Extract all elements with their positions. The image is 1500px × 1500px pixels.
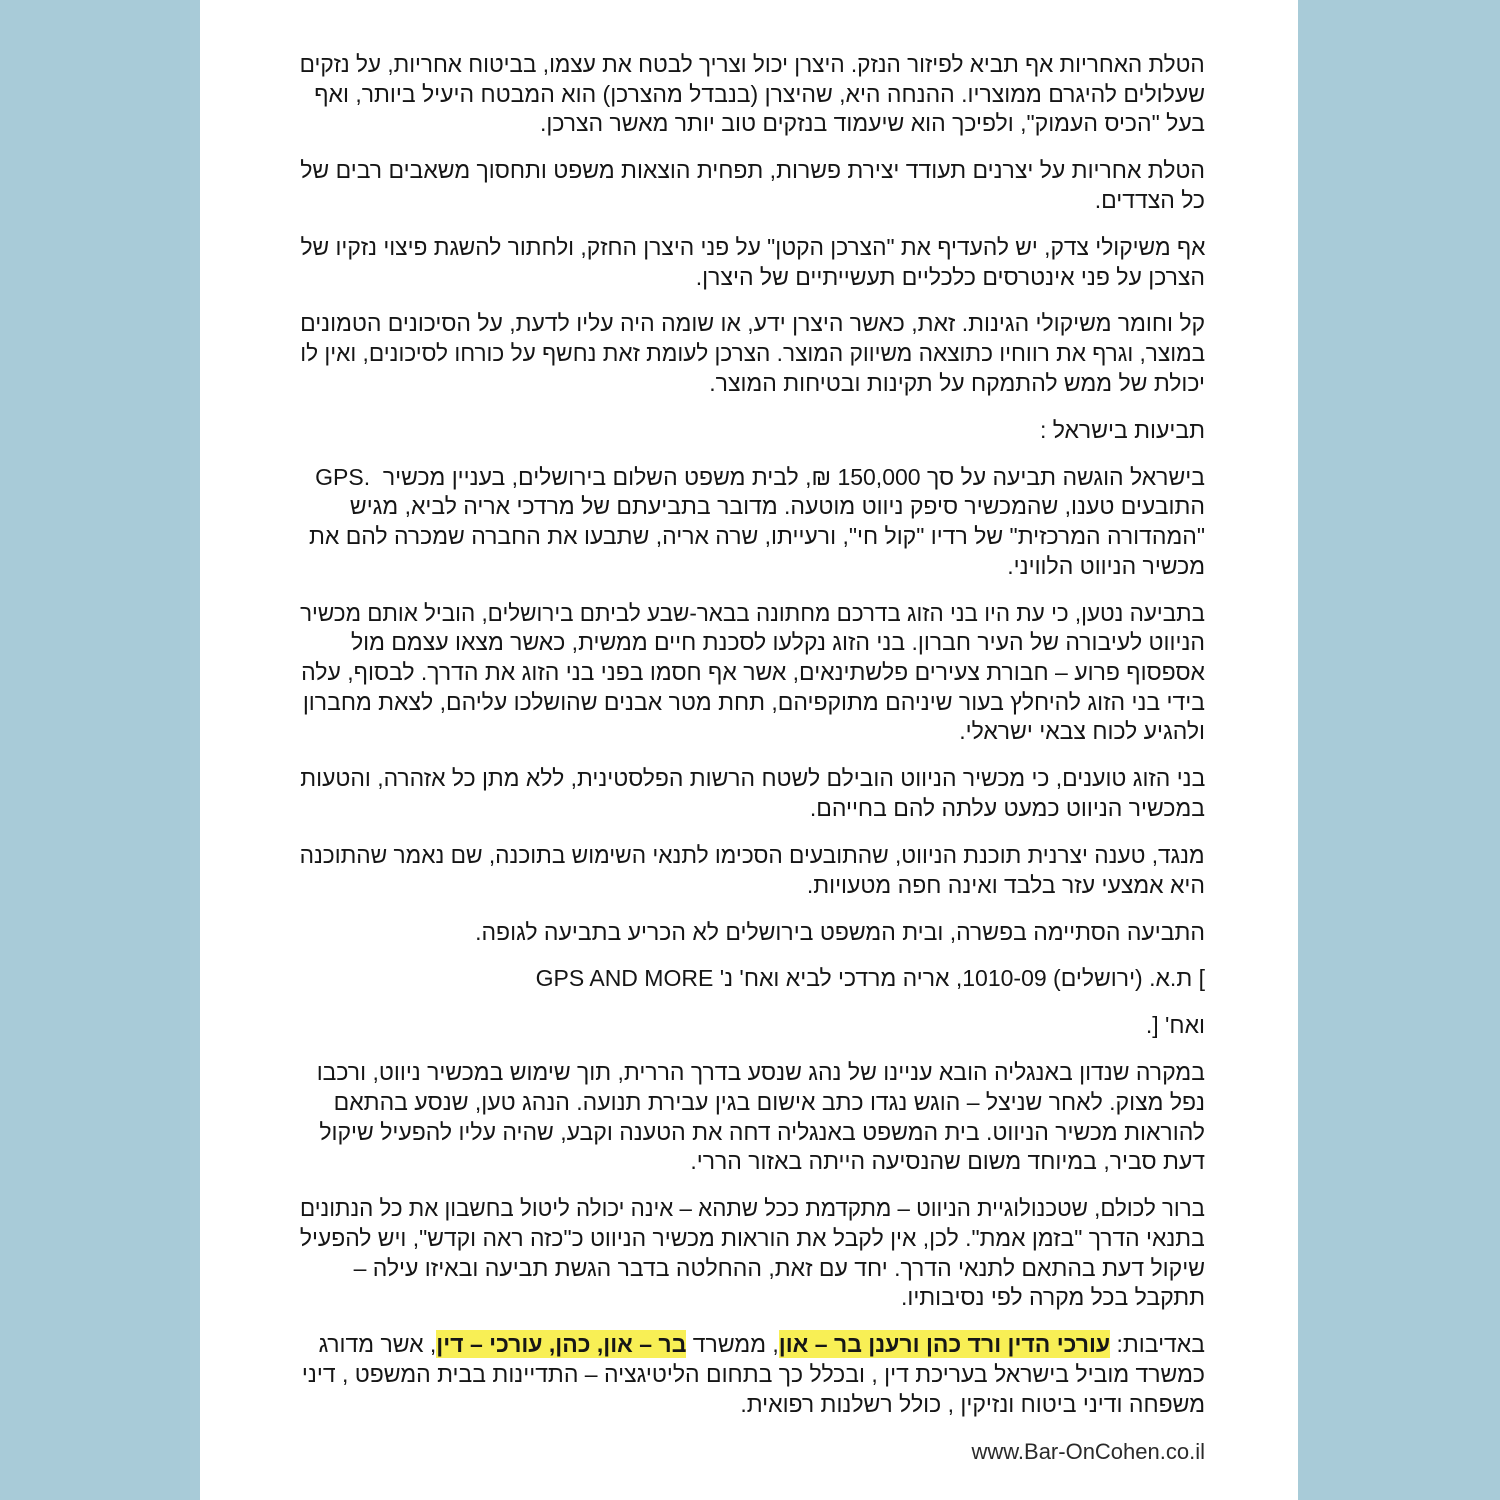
text-line: במקרה שנדון באנגליה הובא עניינו של נהג שנסע בדרך הררית, תוך שימוש במכשיר ניווט, ורכבו [316,1059,1205,1086]
paragraph [300,764,1205,823]
text-line: ברור לכולם, שטכנולוגיית הניווט – מתקדמת ככל שתהא – אינה יכולה ליטול בחשבון את כל הנתונים [300,1195,1205,1222]
section-heading [300,416,1205,446]
paragraph [300,1058,1205,1177]
text-line: הניווט לעיבורה של העיר חברון. בני הזוג נקלעו לסכנת חיים ממשית, כאשר מצאו עצמם מול [350,629,1205,656]
credit-middle: , ממשרד [686,1331,779,1358]
credit-suffix: , אשר מדורג [318,1331,437,1358]
text-line: כמשרד מוביל בישראל בעריכת דין , ובכלל כך בתחום הליטיגציה – התדיינות בבית המשפט , דיני [301,1360,1205,1387]
paragraph [300,918,1205,948]
text-line: התביעה הסתיימה בפשרה, ובית המשפט בירושלים לא הכריע בתביעה לגופה. [475,918,1205,945]
text-line: מנגד, טענה יצרנית תוכנת הניווט, שהתובעים הסכימו לתנאי השימוש בתוכנה, שם נאמר שהתוכנה [300,841,1205,868]
text-line: דעת סביר, במיוחד משום שהנסיעה הייתה באזור הררי. [690,1148,1205,1175]
paragraph [300,599,1205,748]
credit-line [319,1330,1205,1360]
text-line: בתביעה נטען, כי עת היו בני הזוג בדרכם מחתונה בבאר-שבע לביתם בירושלים, הוביל אותם מכשיר [300,599,1205,626]
case-citation [300,964,1205,994]
highlighted-attorney-names: עורכי הדין ורד כהן ורענן בר – און [778,1331,1111,1358]
text-line: אספסוף פרוע – חבורת צעירים פלשתינאים, אשר אף חסמו בפני בני הזוג את הדרך. לבסוף, עלה [301,659,1205,686]
text-line: תתקבל בכל מקרה לפי נסיבותיו. [900,1284,1205,1311]
paragraph [300,463,1205,582]
text-line: נפל מצוק. לאחר שניצל – הוגש נגדו כתב אישום בגין עבירת תנועה. הנהג טען, שנסע בהתאם [333,1088,1205,1115]
paragraph [300,841,1205,900]
highlighted-firm-name: בר – און, כהן, עורכי – דין [436,1331,687,1358]
text-line: הטלת האחריות אף תביא לפיזור הנזק. היצרן יכול וצריך לבטח את עצמו, בביטוח אחריות, על נזקים [300,51,1205,77]
paragraph [300,309,1205,398]
text-line: שעלולים להיגרם ממוצריו. ההנחה היא, שהיצרן (בנבדל מהצרכן) הוא המבטח היעיל ביותר, ואף [314,80,1205,107]
text-line: הטלת אחריות על יצרנים תעודד יצירת פשרות, תפחית הוצאות משפט ותחסוך משאבים רבים של [300,157,1205,184]
credit-paragraph [300,1330,1205,1419]
text-line: ואח' [. [1145,1012,1205,1039]
text-line: אף משיקולי צדק, יש להעדיף את "הצרכן הקטן" על פני היצרן החזק, ולחתור להשגת פיצוי נזקיו של [300,233,1205,260]
text-line: כל הצדדים. [1094,187,1205,213]
text-line: משפחה ודיני ביטוח ונזיקין , כולל רשלנות רפואית. [740,1390,1205,1417]
credit-prefix: באדיבות: [1110,1331,1205,1358]
website-url: www.Bar-OnCohen.co.il [971,1438,1205,1464]
text-line: במכשיר הניווט כמעט עלתה להם בחייהם. [809,795,1205,822]
text-line: ] ת.א. (ירושלים) 1010-09, אריה מרדכי לביא ואח' נ' GPS AND MORE [535,965,1205,992]
text-line: במוצר, וגרף את רווחיו כתוצאה משיווק המוצר. הצרכן לעומת זאת נחשף על כורחו לסיכונים, ואין לו [300,340,1205,367]
text-line: בתנאי הדרך "בזמן אמת". לכן, אין לקבל את הוראות מכשיר הניווט כ"כזה ראה וקדש", ויש להפעיל [300,1224,1205,1251]
text-line: בני הזוג טוענים, כי מכשיר הניווט הובילם לשטח הרשות הפלסטינית, ללא מתן כל אזהרה, והטעות [300,765,1205,792]
text-line: מכשיר הניווט הלוויני. [1007,552,1205,579]
text-line: שיקול דעת בהתאם לתנאי הדרך. יחד עם זאת, ההחלטה בדבר הגשת תביעה ובאיזו עילה – [353,1254,1205,1281]
text-line: ולהגיע לכוח צבאי ישראלי. [959,718,1205,745]
section-heading-text: תביעות בישראל : [1039,416,1205,443]
paragraph [300,1194,1205,1313]
text-line: יכולת של ממש להתמקח על תקינות ובטיחות המוצר. [709,369,1205,396]
text-line: "המהדורה המרכזית" של רדיו "קול חי", ורעייתו, שרה אריה, שתבעו את החברה שמכרה להם את [308,523,1205,550]
document-text [300,50,1205,1483]
footer [300,1437,1205,1467]
text-line: הצרכן על פני אינטרסים כלכליים תעשייתיים של היצרן. [695,263,1205,290]
text-line: היא אמצעי עזר בלבד ואינה חפה מטעויות. [806,871,1205,898]
case-citation-end [300,1011,1205,1041]
text-line: בישראל הוגשה תביעה על סך 150,000 ₪, לבית משפט השלום בירושלים, בעניין מכשיר .GPS [315,463,1205,490]
text-line: להוראות מכשיר הניווט. בית המשפט באנגליה דחה את הטענה וקבע, שהיה עליו להפעיל שיקול [319,1118,1205,1145]
paragraph [300,233,1205,292]
paragraph [300,156,1205,215]
text-line: קל וחומר משיקולי הגינות. זאת, כאשר היצרן ידע, או שומה היה עליו לדעת, על הסיכונים הטמונים [300,310,1205,337]
paragraph [300,50,1205,139]
text-line: בידי בני הזוג להיחלץ בעור שיניהם מתוקפיהם, תחת מטר אבנים שהושלכו עליהם, לצאת מחברון [302,688,1205,715]
text-line: התובעים טענו, שהמכשיר סיפק ניווט מוטעה. מדובר בתביעתם של מרדכי אריה לביא, מגיש [349,493,1205,520]
text-line: בעל "הכיס העמוק", ולפיכך הוא שיעמוד בנזקים טוב יותר מאשר הצרכן. [539,110,1205,137]
